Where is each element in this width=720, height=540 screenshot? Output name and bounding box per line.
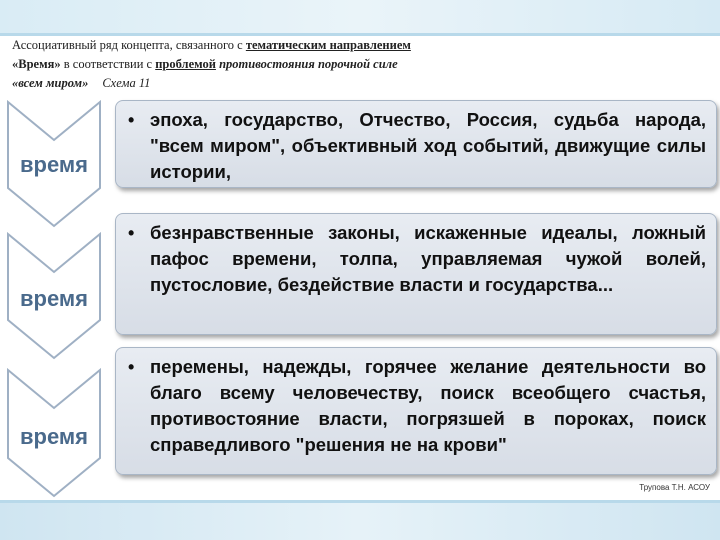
- row-box-2: [115, 213, 717, 335]
- header-theme: тематическим направлением: [245, 38, 411, 52]
- header-concept: «Время»: [12, 57, 61, 71]
- header-line-2: [12, 55, 572, 74]
- header: [12, 36, 572, 93]
- chevron-2: [6, 232, 102, 360]
- row-box-1: [115, 100, 717, 188]
- chevron-3: [6, 368, 102, 498]
- bullet: •: [128, 110, 135, 130]
- header-text: в соответствии с: [60, 57, 156, 71]
- bottom-divider: [0, 500, 720, 503]
- header-text: Ассоциативный ряд концепта, связанного с: [12, 38, 246, 52]
- row-text-1: эпоха, государство, Отчество, Россия, судьба народа, "всем миром", объективный ход событий, движущие силы истории,: [150, 109, 706, 182]
- row-box-3: [115, 347, 717, 475]
- header-line-3: [12, 74, 572, 93]
- row-text-2: безнравственные законы, искаженные идеалы, ложный пафос времени, толпа, управляемая чужой волей, пустословие, бездействие власти и государства...: [150, 222, 706, 295]
- header-line-1: [12, 36, 572, 55]
- schema-number: Схема 11: [102, 76, 151, 90]
- author-credit: Трупова Т.Н. АСОУ: [639, 483, 710, 492]
- header-phrase: «всем миром»: [12, 76, 89, 90]
- top-banner: [0, 0, 720, 36]
- bullet: •: [128, 357, 135, 377]
- header-problem: проблемой: [155, 57, 216, 71]
- chevron-label: время: [19, 286, 89, 311]
- bullet: •: [128, 223, 135, 243]
- chevron-label: время: [19, 152, 89, 177]
- row-text-3: перемены, надежды, горячее желание деятельности во благо всему человечеству, поиск всеобщего счастья, противостояние власти, погрязшей в пороках, поиск справедливого "решения не на крови": [150, 356, 706, 455]
- chevron-1: [6, 100, 102, 228]
- chevron-label: время: [19, 424, 89, 449]
- header-problem-text: противостояния порочной силе: [215, 57, 398, 71]
- bottom-banner: [0, 500, 720, 540]
